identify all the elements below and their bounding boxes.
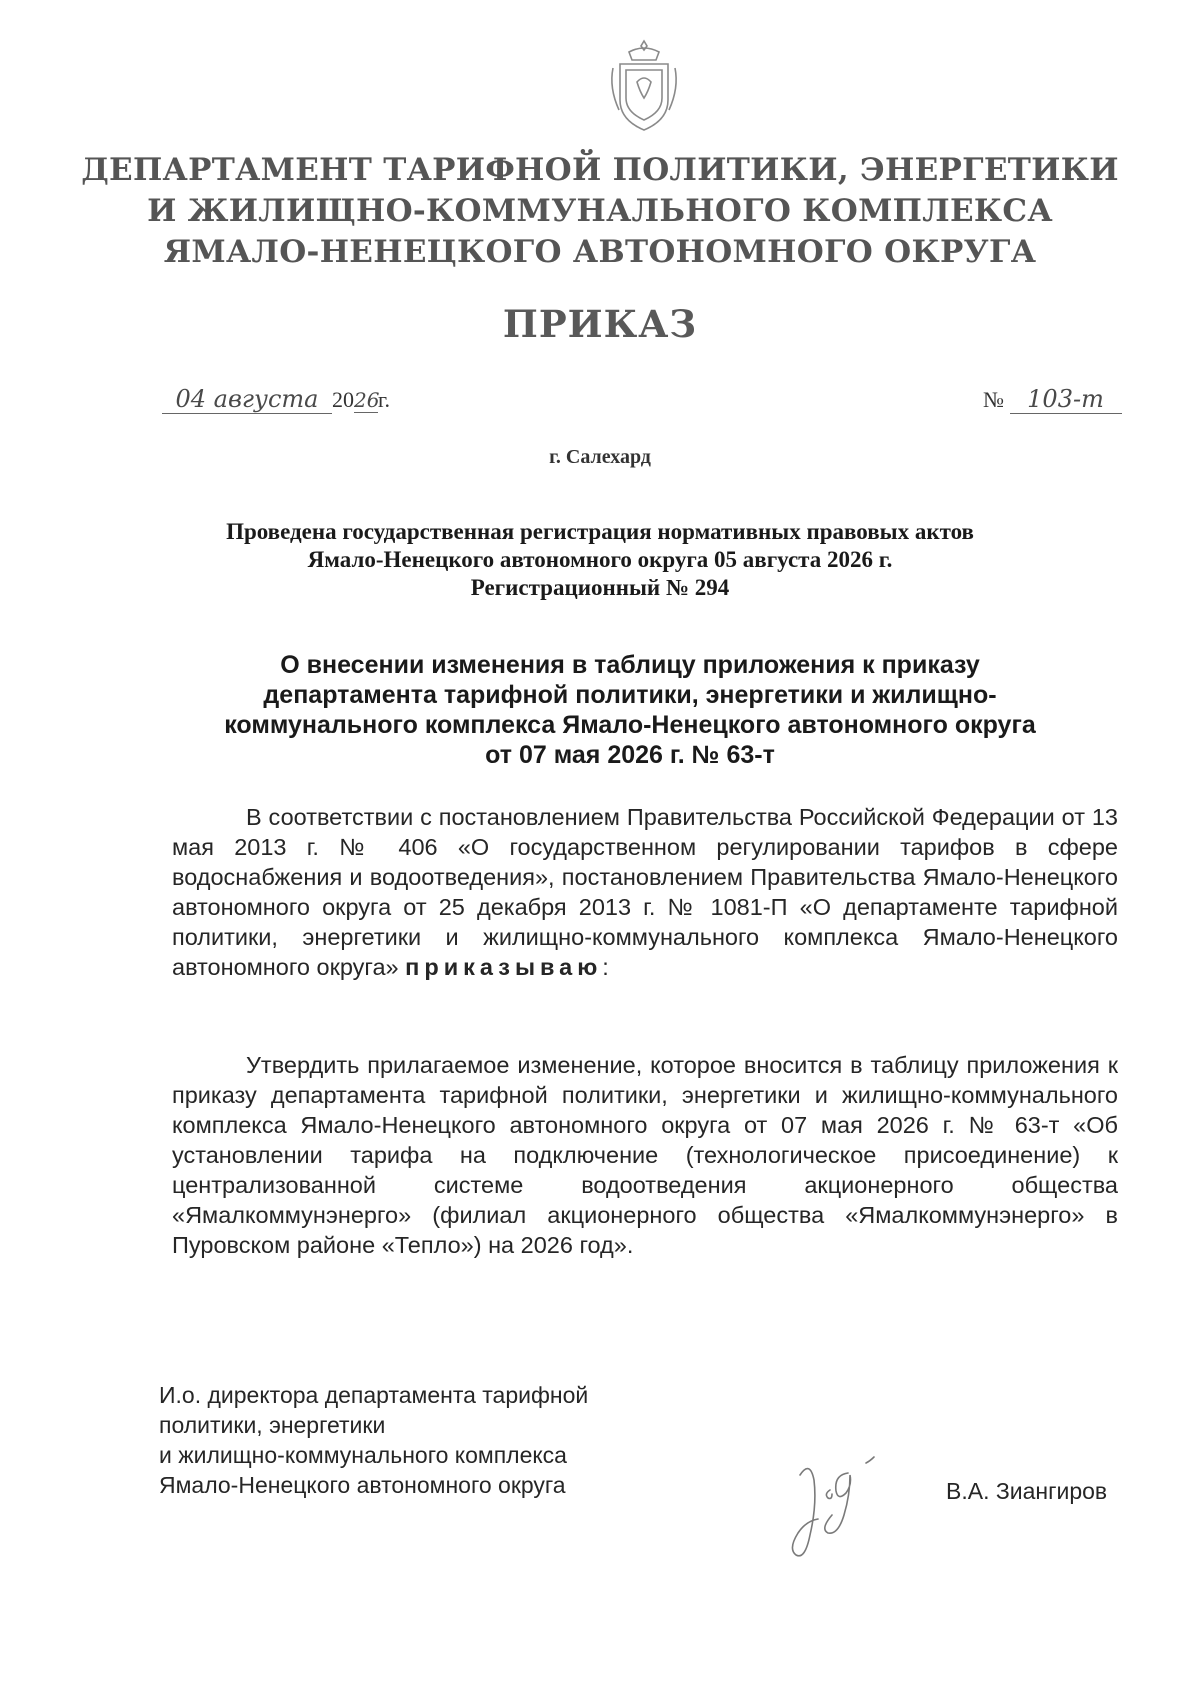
position-line: И.о. директора департамента тарифной (159, 1382, 589, 1408)
operative-paragraph: Утвердить прилагаемое изменение, которое вносится в таблицу приложения к приказу департамента тарифной политики, энергетики и жилищно-коммунального комплекса Ямало-Ненецкого автономного округа от 07 мая 2026 г. № 63-т «Об установлении тарифа на подключение (технологическое присоединение) к централизованной системе водоотведения акционерного общества «Ямалкоммунэнерго» (филиал акционерного общества «Ямалкоммунэнерго» в Пуровском районе «Тепло») на 2026 год». (172, 1052, 1118, 1258)
position-line: Ямало-Ненецкого автономного округа (159, 1472, 566, 1498)
signer-name: В.А. Зиангиров (946, 1478, 1108, 1504)
year-suffix: г. (378, 387, 391, 412)
signatory-position (159, 1380, 588, 1500)
registration-line: Ямало-Ненецкого автономного округа 05 августа 2026 г. (307, 547, 893, 572)
department-title-line: ЯМАЛО-НЕНЕЦКОГО АВТОНОМНОГО ОКРУГА (163, 234, 1037, 270)
subject-line: коммунального комплекса Ямало-Ненецкого автономного округа (224, 711, 1036, 739)
registration-line: Проведена государственная регистрация нормативных правовых актов (226, 519, 974, 544)
document-type-heading: ПРИКАЗ (502, 302, 698, 346)
handwritten-year: 26 (354, 388, 380, 412)
handwritten-signature (780, 1445, 890, 1565)
city-name: г. Салехард (549, 446, 651, 468)
subject-line: О внесении изменения в таблицу приложения к приказу (280, 651, 980, 679)
handwritten-number: 103-т (1010, 385, 1122, 414)
department-title-line: И ЖИЛИЩНО-КОММУНАЛЬНОГО КОМПЛЕКСА (147, 193, 1053, 229)
preamble-paragraph (172, 802, 1118, 982)
subject-line: от 07 мая 2026 г. № 63-т (485, 741, 775, 769)
registration-note (0, 518, 1200, 602)
order-number (983, 385, 1122, 414)
handwritten-date: 04 августа (162, 385, 332, 414)
order-date (162, 385, 390, 414)
preamble-end: : (602, 954, 609, 980)
subject-line: департамента тарифной политики, энергетики и жилищно- (263, 681, 997, 709)
order-verb: приказываю (405, 954, 603, 980)
position-line: политики, энергетики (159, 1412, 386, 1438)
department-title-line: ДЕПАРТАМЕНТ ТАРИФНОЙ ПОЛИТИКИ, ЭНЕРГЕТИКИ (81, 152, 1119, 188)
coat-of-arms-emblem (607, 38, 681, 136)
year-prefix: 20 (332, 387, 354, 412)
number-label: № (983, 387, 1004, 412)
position-line: и жилищно-коммунального комплекса (159, 1442, 567, 1468)
registration-line: Регистрационный № 294 (470, 575, 730, 600)
preamble-text: В соответствии с постановлением Правительства Российской Федерации от 13 мая 2013 г. № 406 «О государственном регулировании тарифов в сфере водоснабжения и водоотведения», постановлением Правительства Ямало-Ненецкого автономного округа от 25 декабря 2013 г. № 1081-П «О департаменте тарифной политики, энергетики и жилищно-коммунального комплекса Ямало-Ненецкого автономного округа» (172, 804, 1118, 980)
department-title (0, 150, 1200, 273)
document-subject (150, 650, 1110, 770)
